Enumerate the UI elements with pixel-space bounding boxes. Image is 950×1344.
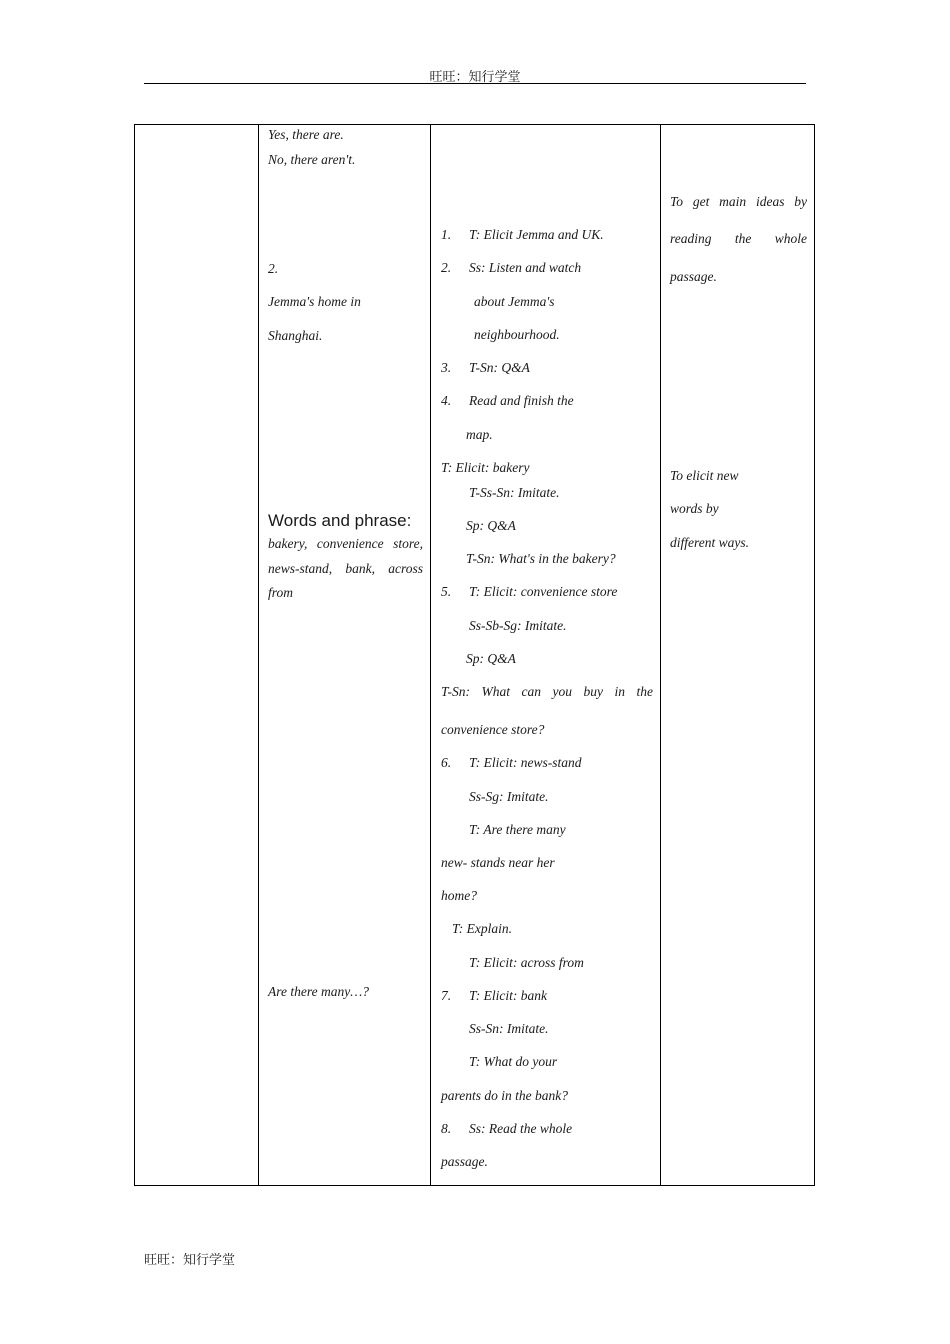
- step-text: T: Elicit: bakery: [441, 460, 530, 475]
- step-text: T: Elicit: convenience store: [469, 584, 618, 599]
- step-number: 2.: [441, 260, 452, 275]
- step-text: T-Ss-Sn: Imitate.: [469, 485, 560, 500]
- step-number: 3.: [441, 360, 452, 375]
- column-divider: [660, 124, 661, 1186]
- step-text: new- stands near her: [441, 855, 555, 870]
- step-number: 8.: [441, 1121, 452, 1136]
- step-number: 6.: [441, 755, 452, 770]
- aim-text: reading the whole: [670, 231, 807, 246]
- aim-text: To elicit new: [670, 468, 739, 483]
- step-text: Sp: Q&A: [466, 518, 516, 533]
- step-text: T: Explain.: [452, 921, 512, 936]
- step-text: T: Elicit Jemma and UK.: [469, 227, 604, 242]
- content-text: Jemma's home in: [268, 294, 361, 309]
- step-text: Ss-Sg: Imitate.: [469, 789, 549, 804]
- step-text: T-Sn: What can you buy in the: [441, 684, 653, 699]
- aim-text: words by: [670, 501, 719, 516]
- step-number: 1.: [441, 227, 452, 242]
- content-text: bakery, convenience store,: [268, 536, 423, 551]
- aim-text: To get main ideas by: [670, 194, 807, 209]
- step-text: T: Elicit: across from: [469, 955, 584, 970]
- step-text: parents do in the bank?: [441, 1088, 568, 1103]
- column-divider: [430, 124, 431, 1186]
- content-text: Are there many…?: [268, 984, 369, 999]
- header-rule: [144, 83, 806, 84]
- step-text: Ss-Sb-Sg: Imitate.: [469, 618, 567, 633]
- step-number: 7.: [441, 988, 452, 1003]
- step-text: T: Are there many: [469, 822, 566, 837]
- step-number: 5.: [441, 584, 452, 599]
- page-footer: 旺旺：知行学堂: [144, 1253, 236, 1268]
- step-text: neighbourhood.: [474, 327, 560, 342]
- words-heading: Words and phrase:: [268, 511, 412, 530]
- content-text: Shanghai.: [268, 328, 323, 343]
- step-text: T: Elicit: news-stand: [469, 755, 582, 770]
- step-text: passage.: [441, 1154, 488, 1169]
- step-text: map.: [466, 427, 493, 442]
- page-header: 旺旺：知行学堂: [429, 70, 521, 85]
- content-text: from: [268, 585, 294, 600]
- step-text: Ss-Sn: Imitate.: [469, 1021, 549, 1036]
- content-text: 2.: [268, 261, 279, 276]
- step-text: Ss: Listen and watch: [469, 260, 582, 275]
- step-text: about Jemma's: [474, 294, 555, 309]
- aim-text: different ways.: [670, 535, 749, 550]
- step-text: Read and finish the: [469, 393, 574, 408]
- step-number: 4.: [441, 393, 452, 408]
- content-text: Yes, there are.: [268, 127, 344, 142]
- step-text: T: What do your: [469, 1054, 558, 1069]
- content-text: No, there aren't.: [268, 152, 356, 167]
- step-text: Ss: Read the whole: [469, 1121, 573, 1136]
- step-text: T-Sn: Q&A: [469, 360, 530, 375]
- step-text: convenience store?: [441, 722, 545, 737]
- content-text: news-stand, bank, across: [268, 561, 423, 576]
- step-text: Sp: Q&A: [466, 651, 516, 666]
- aim-text: passage.: [670, 269, 717, 284]
- step-text: T: Elicit: bank: [469, 988, 547, 1003]
- column-divider: [258, 124, 259, 1186]
- step-text: T-Sn: What's in the bakery?: [466, 551, 616, 566]
- step-text: home?: [441, 888, 477, 903]
